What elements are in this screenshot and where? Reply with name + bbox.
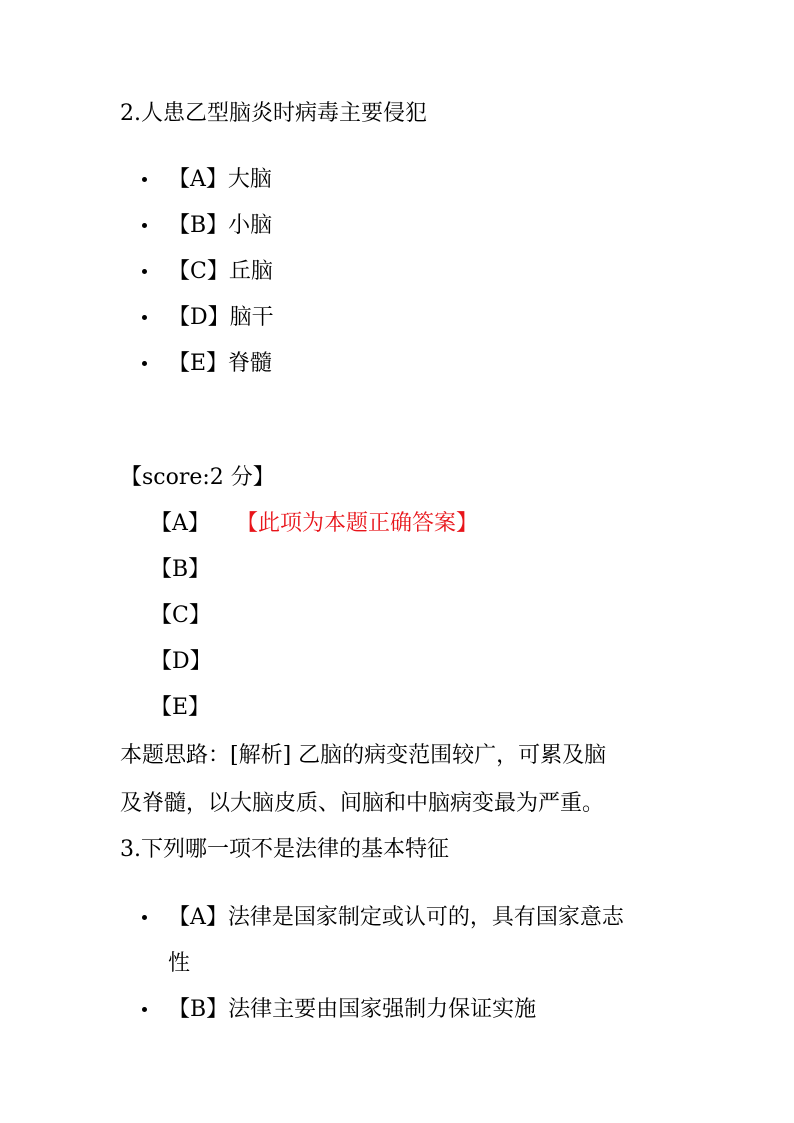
- bullet-icon: [142, 915, 147, 920]
- question-2-title: 2.人患乙型脑炎时病毒主要侵犯: [120, 101, 427, 126]
- q2-option-a-text: 【A】大脑: [168, 167, 272, 192]
- q2-option-c-text: 【C】丘脑: [168, 259, 273, 284]
- q2-answer-e: 【E】: [150, 695, 211, 720]
- q2-answer-a-label: 【A】: [150, 511, 210, 536]
- bullet-icon: [142, 269, 147, 274]
- q3-option-a-text: 【A】法律是国家制定或认可的，具有国家意志: [168, 905, 624, 930]
- bullet-icon: [142, 177, 147, 182]
- bullet-icon: [142, 1007, 147, 1012]
- q2-answer-a: [150, 501, 479, 547]
- bullet-icon: [142, 223, 147, 228]
- q2-explanation-line2: 及脊髓，以大脑皮质、间脑和中脑病变最为严重。: [120, 791, 605, 816]
- q2-answer-c: 【C】: [150, 603, 211, 628]
- correct-answer-note: 【此项为本题正确答案】: [236, 511, 479, 536]
- q2-option-e-text: 【E】脊髓: [168, 351, 273, 376]
- q2-option-b-text: 【B】小脑: [168, 213, 273, 238]
- q2-explanation-line1: 本题思路：[解析] 乙脑的病变范围较广，可累及脑: [120, 743, 607, 768]
- bullet-icon: [142, 361, 147, 366]
- question-3-title: 3.下列哪一项不是法律的基本特征: [120, 837, 449, 862]
- q2-option-d-text: 【D】脑干: [168, 305, 274, 330]
- q2-answer-b: 【B】: [150, 557, 211, 582]
- bullet-icon: [142, 315, 147, 320]
- q2-answer-d: 【D】: [150, 649, 212, 674]
- q3-option-a-text-continued: 性: [168, 951, 191, 976]
- q3-option-b-text: 【B】法律主要由国家强制力保证实施: [168, 997, 537, 1022]
- q2-score: 【score:2 分】: [120, 465, 275, 490]
